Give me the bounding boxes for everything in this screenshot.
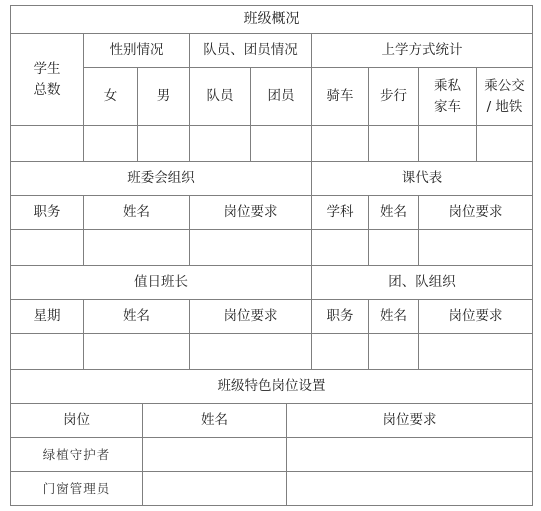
special-position-header: 岗位 <box>11 404 143 438</box>
committee-name-header: 姓名 <box>84 196 190 230</box>
student-total-cell[interactable] <box>11 126 84 162</box>
league-requirement-header: 岗位要求 <box>419 300 533 334</box>
female-cell[interactable] <box>84 126 138 162</box>
special-position-plant-guardian: 绿植守护者 <box>11 438 143 472</box>
subject-requirement-cell[interactable] <box>419 230 533 266</box>
walk-header: 步行 <box>369 68 419 126</box>
subject-header: 学科 <box>312 196 369 230</box>
special-row <box>11 472 533 506</box>
bike-header: 骑车 <box>312 68 369 126</box>
committee-input-row <box>11 230 533 266</box>
bus-metro-cell[interactable] <box>477 126 533 162</box>
form-title: 班级概况 <box>11 6 533 34</box>
female-header: 女 <box>84 68 138 126</box>
walk-cell[interactable] <box>369 126 419 162</box>
member-group-header: 队员、团员情况 <box>190 34 312 68</box>
league-member-header: 团员 <box>251 68 312 126</box>
league-org-title: 团、队组织 <box>312 266 533 300</box>
league-position-header: 职务 <box>312 300 369 334</box>
special-name-cell[interactable] <box>143 472 287 506</box>
special-position-door-window-manager: 门窗管理员 <box>11 472 143 506</box>
league-requirement-cell[interactable] <box>419 334 533 370</box>
committee-name-cell[interactable] <box>84 230 190 266</box>
subject-name-header: 姓名 <box>369 196 419 230</box>
special-positions-table <box>10 369 533 506</box>
duty-weekday-header: 星期 <box>11 300 84 334</box>
committee-requirement-header: 岗位要求 <box>190 196 312 230</box>
overview-input-row <box>11 126 533 162</box>
private-car-cell[interactable] <box>419 126 477 162</box>
duty-name-cell[interactable] <box>84 334 190 370</box>
duty-name-header: 姓名 <box>84 300 190 334</box>
duty-weekday-cell[interactable] <box>11 334 84 370</box>
special-name-header: 姓名 <box>143 404 287 438</box>
special-requirement-cell[interactable] <box>287 438 533 472</box>
bus-metro-header: 乘公交 / 地铁 <box>477 68 533 126</box>
bike-cell[interactable] <box>312 126 369 162</box>
committee-position-cell[interactable] <box>11 230 84 266</box>
duty-requirement-header: 岗位要求 <box>190 300 312 334</box>
young-pioneer-cell[interactable] <box>190 126 251 162</box>
class-overview-form <box>10 5 532 508</box>
committee-title: 班委会组织 <box>11 162 312 196</box>
gender-group-header: 性别情况 <box>84 34 190 68</box>
young-pioneer-header: 队员 <box>190 68 251 126</box>
committee-position-header: 职务 <box>11 196 84 230</box>
commute-group-header: 上学方式统计 <box>312 34 533 68</box>
special-requirement-cell[interactable] <box>287 472 533 506</box>
duty-requirement-cell[interactable] <box>190 334 312 370</box>
special-title: 班级特色岗位设置 <box>11 370 533 404</box>
private-car-header: 乘私 家车 <box>419 68 477 126</box>
male-cell[interactable] <box>138 126 190 162</box>
league-member-cell[interactable] <box>251 126 312 162</box>
subject-requirement-header: 岗位要求 <box>419 196 533 230</box>
subject-name-cell[interactable] <box>369 230 419 266</box>
special-requirement-header: 岗位要求 <box>287 404 533 438</box>
male-header: 男 <box>138 68 190 126</box>
league-name-header: 姓名 <box>369 300 419 334</box>
student-total-label: 学生 总数 <box>11 34 84 126</box>
subject-reps-title: 课代表 <box>312 162 533 196</box>
league-position-cell[interactable] <box>312 334 369 370</box>
duty-title: 值日班长 <box>11 266 312 300</box>
special-row <box>11 438 533 472</box>
league-name-cell[interactable] <box>369 334 419 370</box>
subject-cell[interactable] <box>312 230 369 266</box>
committee-requirement-cell[interactable] <box>190 230 312 266</box>
overview-table <box>10 5 533 370</box>
duty-input-row <box>11 334 533 370</box>
special-name-cell[interactable] <box>143 438 287 472</box>
